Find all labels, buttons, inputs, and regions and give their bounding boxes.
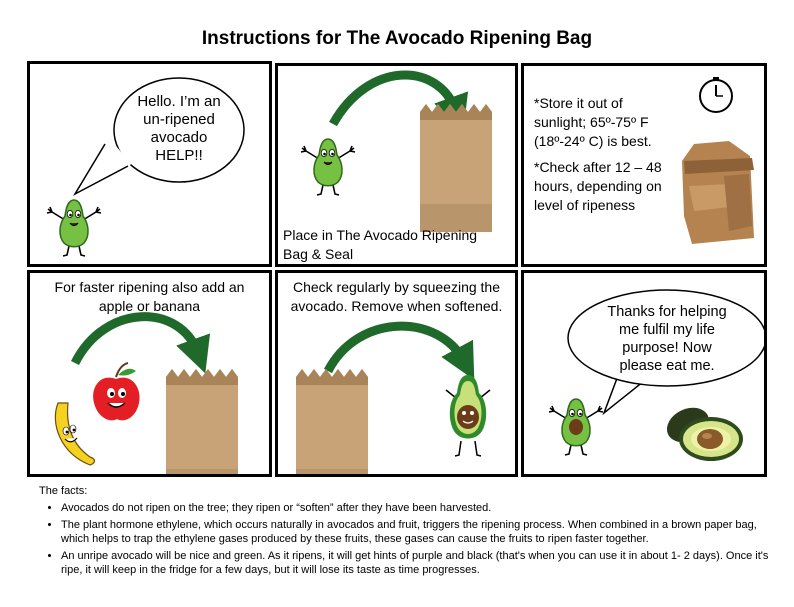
clock-icon [700,77,732,112]
store-line: *Store it out of [534,95,623,111]
paper-bag-icon [420,104,492,232]
speech-line: please eat me. [619,358,715,374]
caption-line: Bag & Seal [283,246,354,262]
facts-list [39,502,779,578]
ripe-avocado-character [446,375,490,456]
store-line: (18º-24º C) is best. [534,133,652,149]
curved-arrow [328,326,464,371]
speech-line: me fulfil my life [619,322,715,338]
speech-line: purpose! Now [622,340,712,356]
panel-storage-instructions [521,63,767,267]
fact-item: • An unripe avocado will be nice and green. As it ripens, it will get hints of purple and black (that's when you can use it in about 1- 2 days). Once it's ripe, it will keep in the fridge for a few days, but it will lose its taste as time progresses. [61,550,779,577]
check-line: *Check after 12 – 48 [534,159,662,175]
apple-character [93,363,139,420]
panel-thanks [521,270,767,477]
caption-line: For faster ripening also add an [54,279,245,295]
speech-line: un-ripened [143,111,215,128]
caption-line: Place in The Avocado Ripening [283,227,478,243]
speech-line: avocado [150,129,208,146]
facts-section [39,485,779,581]
panel-5-art [278,273,515,474]
caption-line: apple or banana [98,298,201,314]
check-line: level of ripeness [534,197,636,213]
curved-arrow [75,317,198,363]
paper-bag-icon [166,369,238,474]
caption-line: Check regularly by squeezing the [292,279,500,295]
panel-unripe-avocado [27,61,272,267]
avocado-character [549,399,603,455]
panel-faster-ripening [27,270,272,477]
caption-line: avocado. Remove when softened. [290,298,503,314]
avocado-character [301,139,355,195]
panel-4-art [30,273,269,474]
unripe-avocado-character [47,200,101,256]
speech-line: HELP!! [155,147,203,164]
speech-line: Hello. I’m an [137,93,221,110]
paper-bag-icon [296,369,368,474]
fact-item: • Avocados do not ripen on the tree; they ripen or “soften” after they have been harvested. [61,502,779,516]
panel-check-regularly [275,270,518,477]
speech-line: Thanks for helping [607,304,727,320]
cut-avocado-image [661,401,743,461]
fact-item: • The plant hormone ethylene, which occurs naturally in avocados and fruit, triggers the ripening process. When combined in a brown paper bag, which helps to trap the ethylene gases produced by these fruits, these gases can cause the fruits to ripen faster together. [61,519,779,546]
banana-character [55,403,94,465]
panel-place-in-bag [275,63,518,267]
store-line: sunlight; 65º-75º F [534,114,649,130]
facts-heading: The facts: [39,485,88,497]
page-title: Instructions for The Avocado Ripening Bag [201,28,593,49]
check-line: hours, depending on [534,178,662,194]
